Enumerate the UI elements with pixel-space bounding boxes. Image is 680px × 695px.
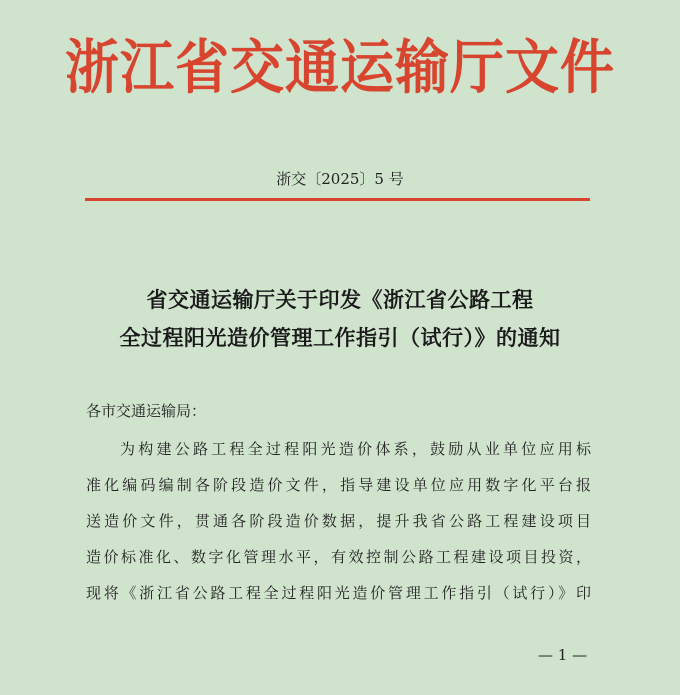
body-paragraph-line: 送造价文件，贯通各阶段造价数据，提升我省公路工程建设项目 xyxy=(86,512,591,530)
body-paragraph-line: 现将《浙江省公路工程全过程阳光造价管理工作指引（试行）》印 xyxy=(86,584,591,602)
body-paragraph-line: 造价标准化、数字化管理水平，有效控制公路工程建设项目投资， xyxy=(86,548,591,566)
body-paragraph-line: 准化编码编制各阶段造价文件，指导建设单位应用数字化平台报 xyxy=(86,476,591,494)
red-divider-line xyxy=(85,198,590,201)
page-number: — 1 — xyxy=(538,646,588,664)
body-paragraph-line: 为构建公路工程全过程阳光造价体系，鼓励从业单位应用标 xyxy=(120,440,591,458)
document-title-line-2: 全过程阳光造价管理工作指引（试行）》的通知 xyxy=(119,326,561,350)
document-number: 浙交〔2025〕5 号 xyxy=(276,170,404,188)
salutation: 各市交通运输局： xyxy=(86,402,207,420)
issuer-masthead: 浙江省交通运输厅文件 xyxy=(65,32,615,102)
document-title-line-1: 省交通运输厅关于印发《浙江省公路工程 xyxy=(146,288,534,312)
